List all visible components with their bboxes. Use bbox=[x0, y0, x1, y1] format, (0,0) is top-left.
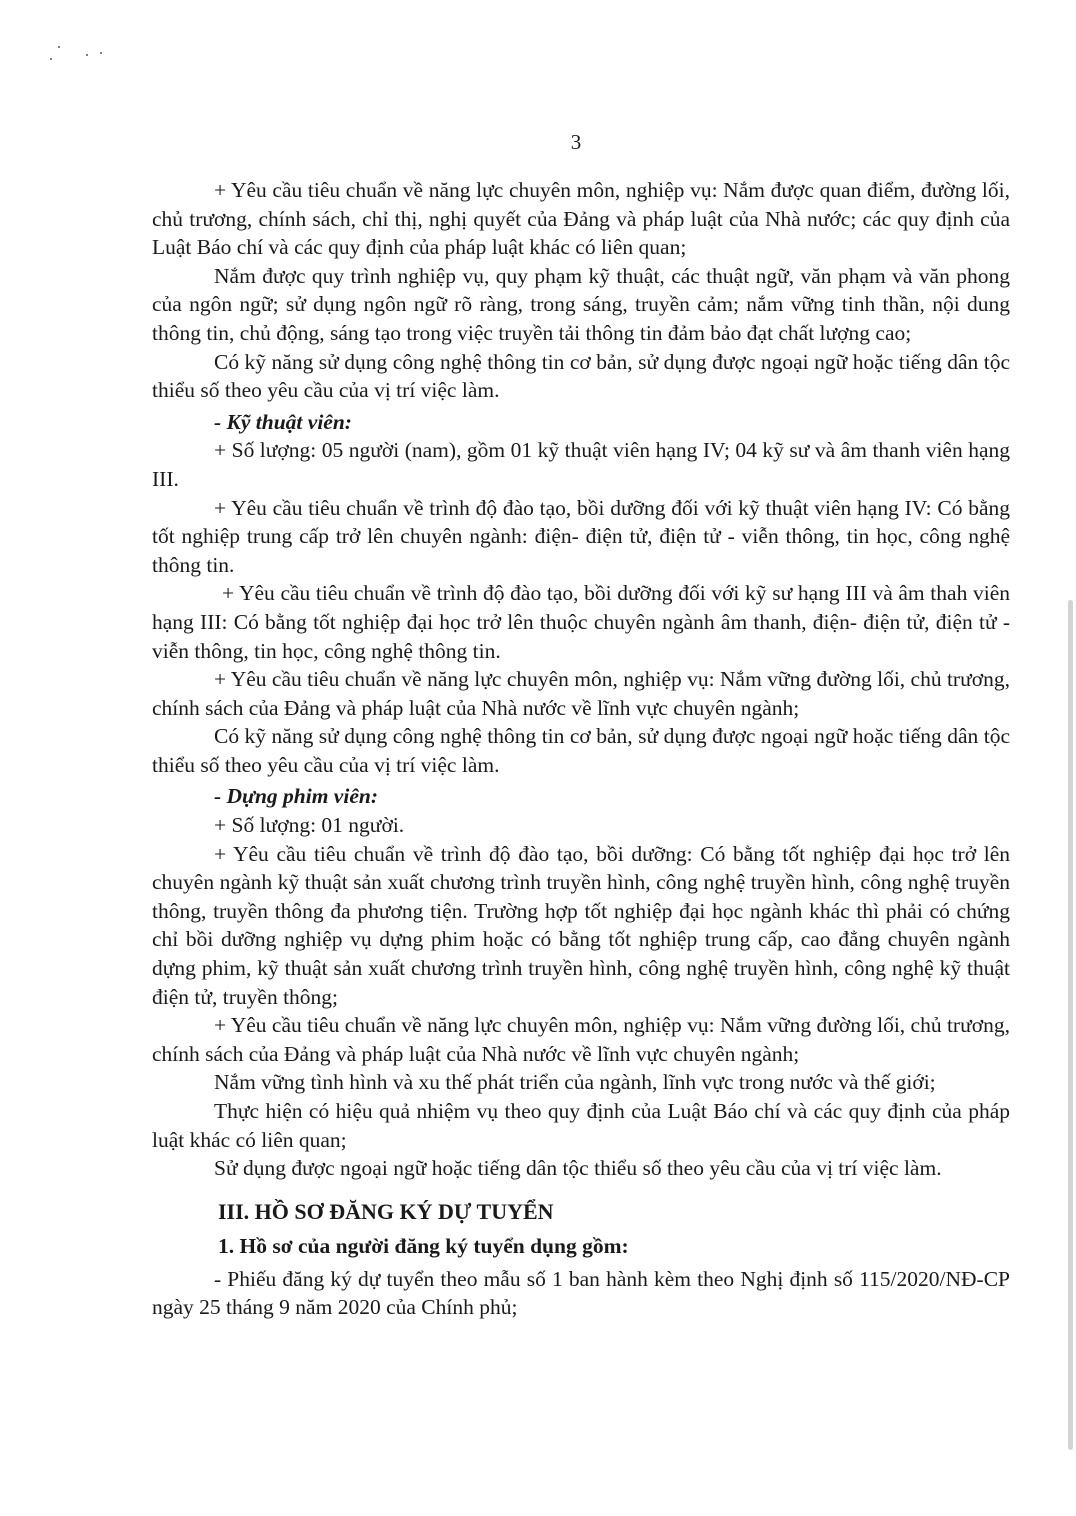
paragraph: Có kỹ năng sử dụng công nghệ thông tin cơ bản, sử dụng được ngoại ngữ hoặc tiếng dân tộc thiểu số theo yêu cầu của vị trí việc làm. bbox=[152, 724, 1010, 777]
scrollbar[interactable] bbox=[1068, 600, 1073, 1450]
paragraph: + Yêu cầu tiêu chuẩn về trình độ đào tạo, bồi dưỡng đối với kỹ sư hạng III và âm thah viên hạng III: Có bằng tốt nghiệp đại học trở lên thuộc chuyên ngành âm thanh, điện- điện tử, điện tử - viễn thông, tin học, công nghệ thông tin. bbox=[152, 581, 1010, 663]
section-heading-ky-thuat-vien: - Kỹ thuật viên: bbox=[214, 409, 352, 434]
paragraph: - Phiếu đăng ký dự tuyển theo mẫu số 1 ban hành kèm theo Nghị định số 115/2020/NĐ-CP ngày 25 tháng 9 năm 2020 của Chính phủ; bbox=[152, 1266, 1010, 1320]
paragraph: + Yêu cầu tiêu chuẩn về trình độ đào tạo, bồi dưỡng đối với kỹ thuật viên hạng IV: Có bằng tốt nghiệp trung cấp trở lên chuyên ngành: điện- điện tử, điện tử - viễn thông, tin học, công nghệ thông tin. bbox=[152, 495, 1010, 577]
paragraph: Sử dụng được ngoại ngữ hoặc tiếng dân tộc thiểu số theo yêu cầu của vị trí việc làm. bbox=[214, 1156, 942, 1181]
paragraph: + Yêu cầu tiêu chuẩn về năng lực chuyên môn, nghiệp vụ: Nắm được quan điểm, đường lối, chủ trương, chính sách, chỉ thị, nghị quyết của Đảng và pháp luật của Nhà nước; các quy định của Luật Báo chí và các quy định của pháp luật khác có liên quan; bbox=[152, 178, 1010, 260]
paragraph: + Yêu cầu tiêu chuẩn về năng lực chuyên môn, nghiệp vụ: Nắm vững đường lối, chủ trương, chính sách của Đảng và pháp luật của Nhà nước về lĩnh vực chuyên ngành; bbox=[152, 667, 1010, 720]
paragraph: + Số lượng: 05 người (nam), gồm 01 kỹ thuật viên hạng IV; 04 kỹ sư và âm thanh viên hạng III. bbox=[152, 438, 1010, 491]
page-number: 3 bbox=[570, 130, 582, 154]
scan-specks bbox=[48, 44, 108, 64]
document-body bbox=[152, 176, 1010, 1322]
paragraph: Có kỹ năng sử dụng công nghệ thông tin cơ bản, sử dụng được ngoại ngữ hoặc tiếng dân tộc thiểu số theo yêu cầu của vị trí việc làm. bbox=[152, 349, 1010, 403]
paragraph: + Số lượng: 01 người. bbox=[214, 813, 405, 838]
paragraph: + Yêu cầu tiêu chuẩn về trình độ đào tạo, bồi dưỡng: Có bằng tốt nghiệp đại học trở lên chuyên ngành kỹ thuật sản xuất chương trình truyền hình, công nghệ truyền hình, công nghệ truyền thông, truyền thông đa phương tiện. Trường hợp tốt nghiệp đại học ngành khác thì phải có chứng chỉ bồi dưỡng nghiệp vụ dựng phim hoặc có bằng tốt nghiệp trung cấp, cao đẳng chuyên ngành dựng phim, kỹ thuật sản xuất chương trình truyền hình, công nghệ truyền hình, công nghệ kỹ thuật điện tử, truyền thông; bbox=[152, 841, 1010, 1009]
section-heading-dung-phim-vien: - Dựng phim viên: bbox=[214, 784, 378, 809]
paragraph: + Yêu cầu tiêu chuẩn về năng lực chuyên môn, nghiệp vụ: Nắm vững đường lối, chủ trương, chính sách của Đảng và pháp luật của Nhà nước về lĩnh vực chuyên ngành; bbox=[152, 1013, 1010, 1066]
paragraph: Thực hiện có hiệu quả nhiệm vụ theo quy định của Luật Báo chí và các quy định của pháp luật khác có liên quan; bbox=[152, 1099, 1010, 1152]
section-heading-ho-so: III. HỒ SƠ ĐĂNG KÝ DỰ TUYỂN bbox=[218, 1198, 554, 1224]
paragraph: Nắm vững tình hình và xu thế phát triển của ngành, lĩnh vực trong nước và thế giới; bbox=[214, 1070, 936, 1095]
subsection-heading: 1. Hồ sơ của người đăng ký tuyển dụng gồm: bbox=[218, 1233, 629, 1258]
paragraph: Nắm được quy trình nghiệp vụ, quy phạm kỹ thuật, các thuật ngữ, văn phạm và văn phong của ngôn ngữ; sử dụng ngôn ngữ rõ ràng, trong sáng, truyền cảm; nắm vững tinh thần, nội dung thông tin, chủ động, sáng tạo trong việc truyền tải thông tin đảm bảo đạt chất lượng cao; bbox=[152, 263, 1010, 345]
